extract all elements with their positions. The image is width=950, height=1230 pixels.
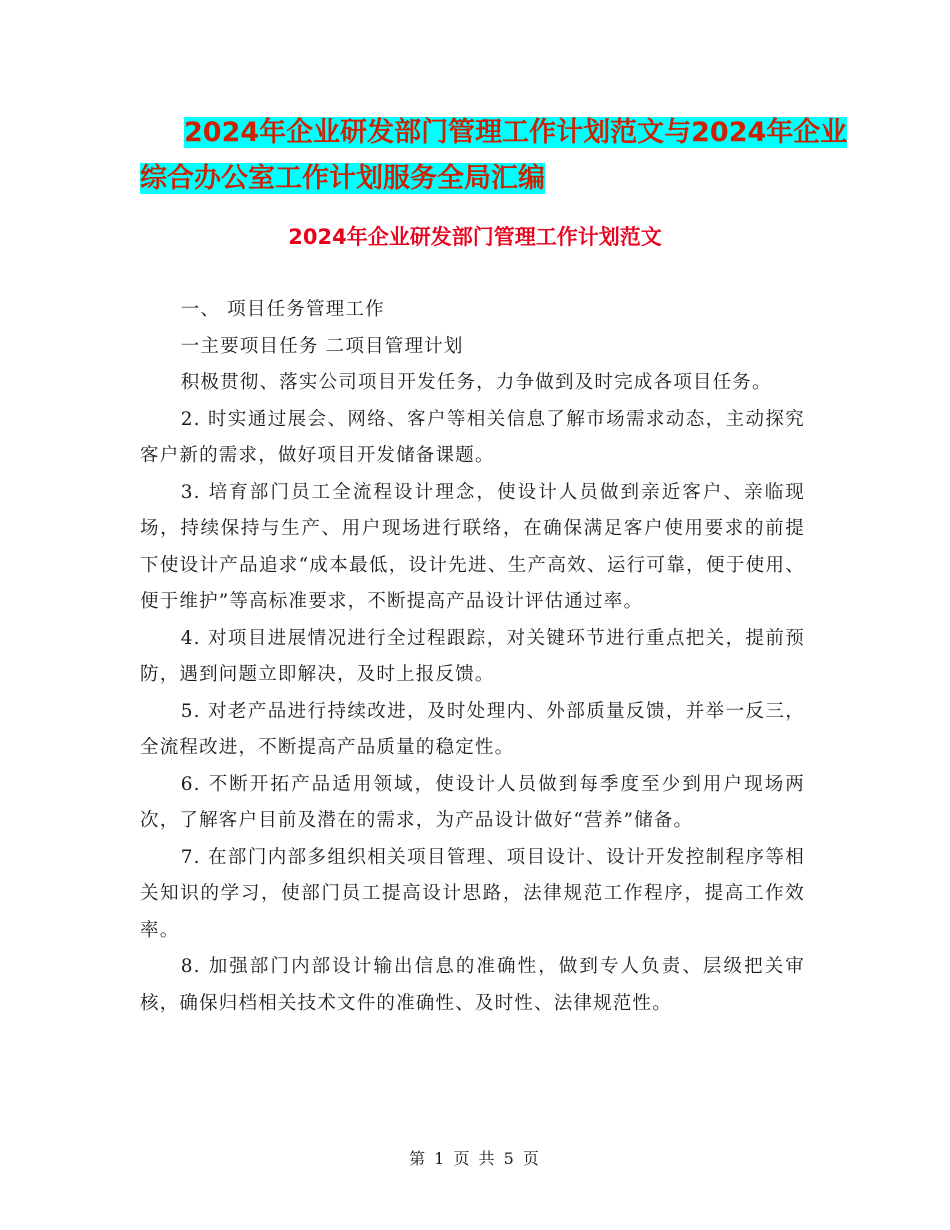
paragraph-8: 8. 加强部门内部设计输出信息的准确性，做到专人负责、层级把关审核，确保归档相关技术文件的准确性、及时性、法律规范性。 <box>140 956 805 1014</box>
section-title: 2024年企业研发部门管理工作计划范文 <box>288 225 662 249</box>
title-line-2: 综合办公室工作计划服务全局汇编 <box>140 163 545 194</box>
paragraph-3: 3. 培育部门员工全流程设计理念，使设计人员做到亲近客户、亲临现场，持续保持与生产、用户现场进行联络，在确保满足客户使用要求的前提下使设计产品追求“成本最低，设计先进、生产高效、运行可靠，便于使用、便于维护”等高标准要求，不断提高产品设计评估通过率。 <box>140 481 805 612</box>
paragraph-1: 积极贯彻、落实公司项目开发任务，力争做到及时完成各项目任务。 <box>180 372 772 393</box>
paragraph-subheading: 一主要项目任务 二项目管理计划 <box>180 335 464 357</box>
paragraph-6: 6. 不断开拓产品适用领域，使设计人员做到每季度至少到用户现场两次，了解客户目前及潜在的需求，为产品设计做好“营养”储备。 <box>140 773 805 831</box>
paragraph-4: 4. 对项目进展情况进行全过程跟踪，对关键环节进行重点把关，提前预防，遇到问题立即解决，及时上报反馈。 <box>140 627 805 685</box>
paragraph-7: 7. 在部门内部多组织相关项目管理、项目设计、设计开发控制程序等相关知识的学习，使部门员工提高设计思路，法律规范工作程序，提高工作效率。 <box>140 846 805 941</box>
document-title <box>140 110 848 202</box>
paragraph-5: 5. 对老产品进行持续改进，及时处理内、外部质量反馈，并举一反三，全流程改进，不断提高产品质量的稳定性。 <box>140 700 805 758</box>
paragraph-heading-1: 一、 项目任务管理工作 <box>180 299 385 320</box>
document-body <box>140 292 805 1022</box>
paragraph-2: 2. 时实通过展会、网络、客户等相关信息了解市场需求动态，主动探究客户新的需求，做好项目开发储备课题。 <box>140 408 805 466</box>
title-line-1: 2024年企业研发部门管理工作计划范文与2024年企业 <box>184 117 848 148</box>
page-number-footer: 第 1 页 共 5 页 <box>409 1149 541 1168</box>
